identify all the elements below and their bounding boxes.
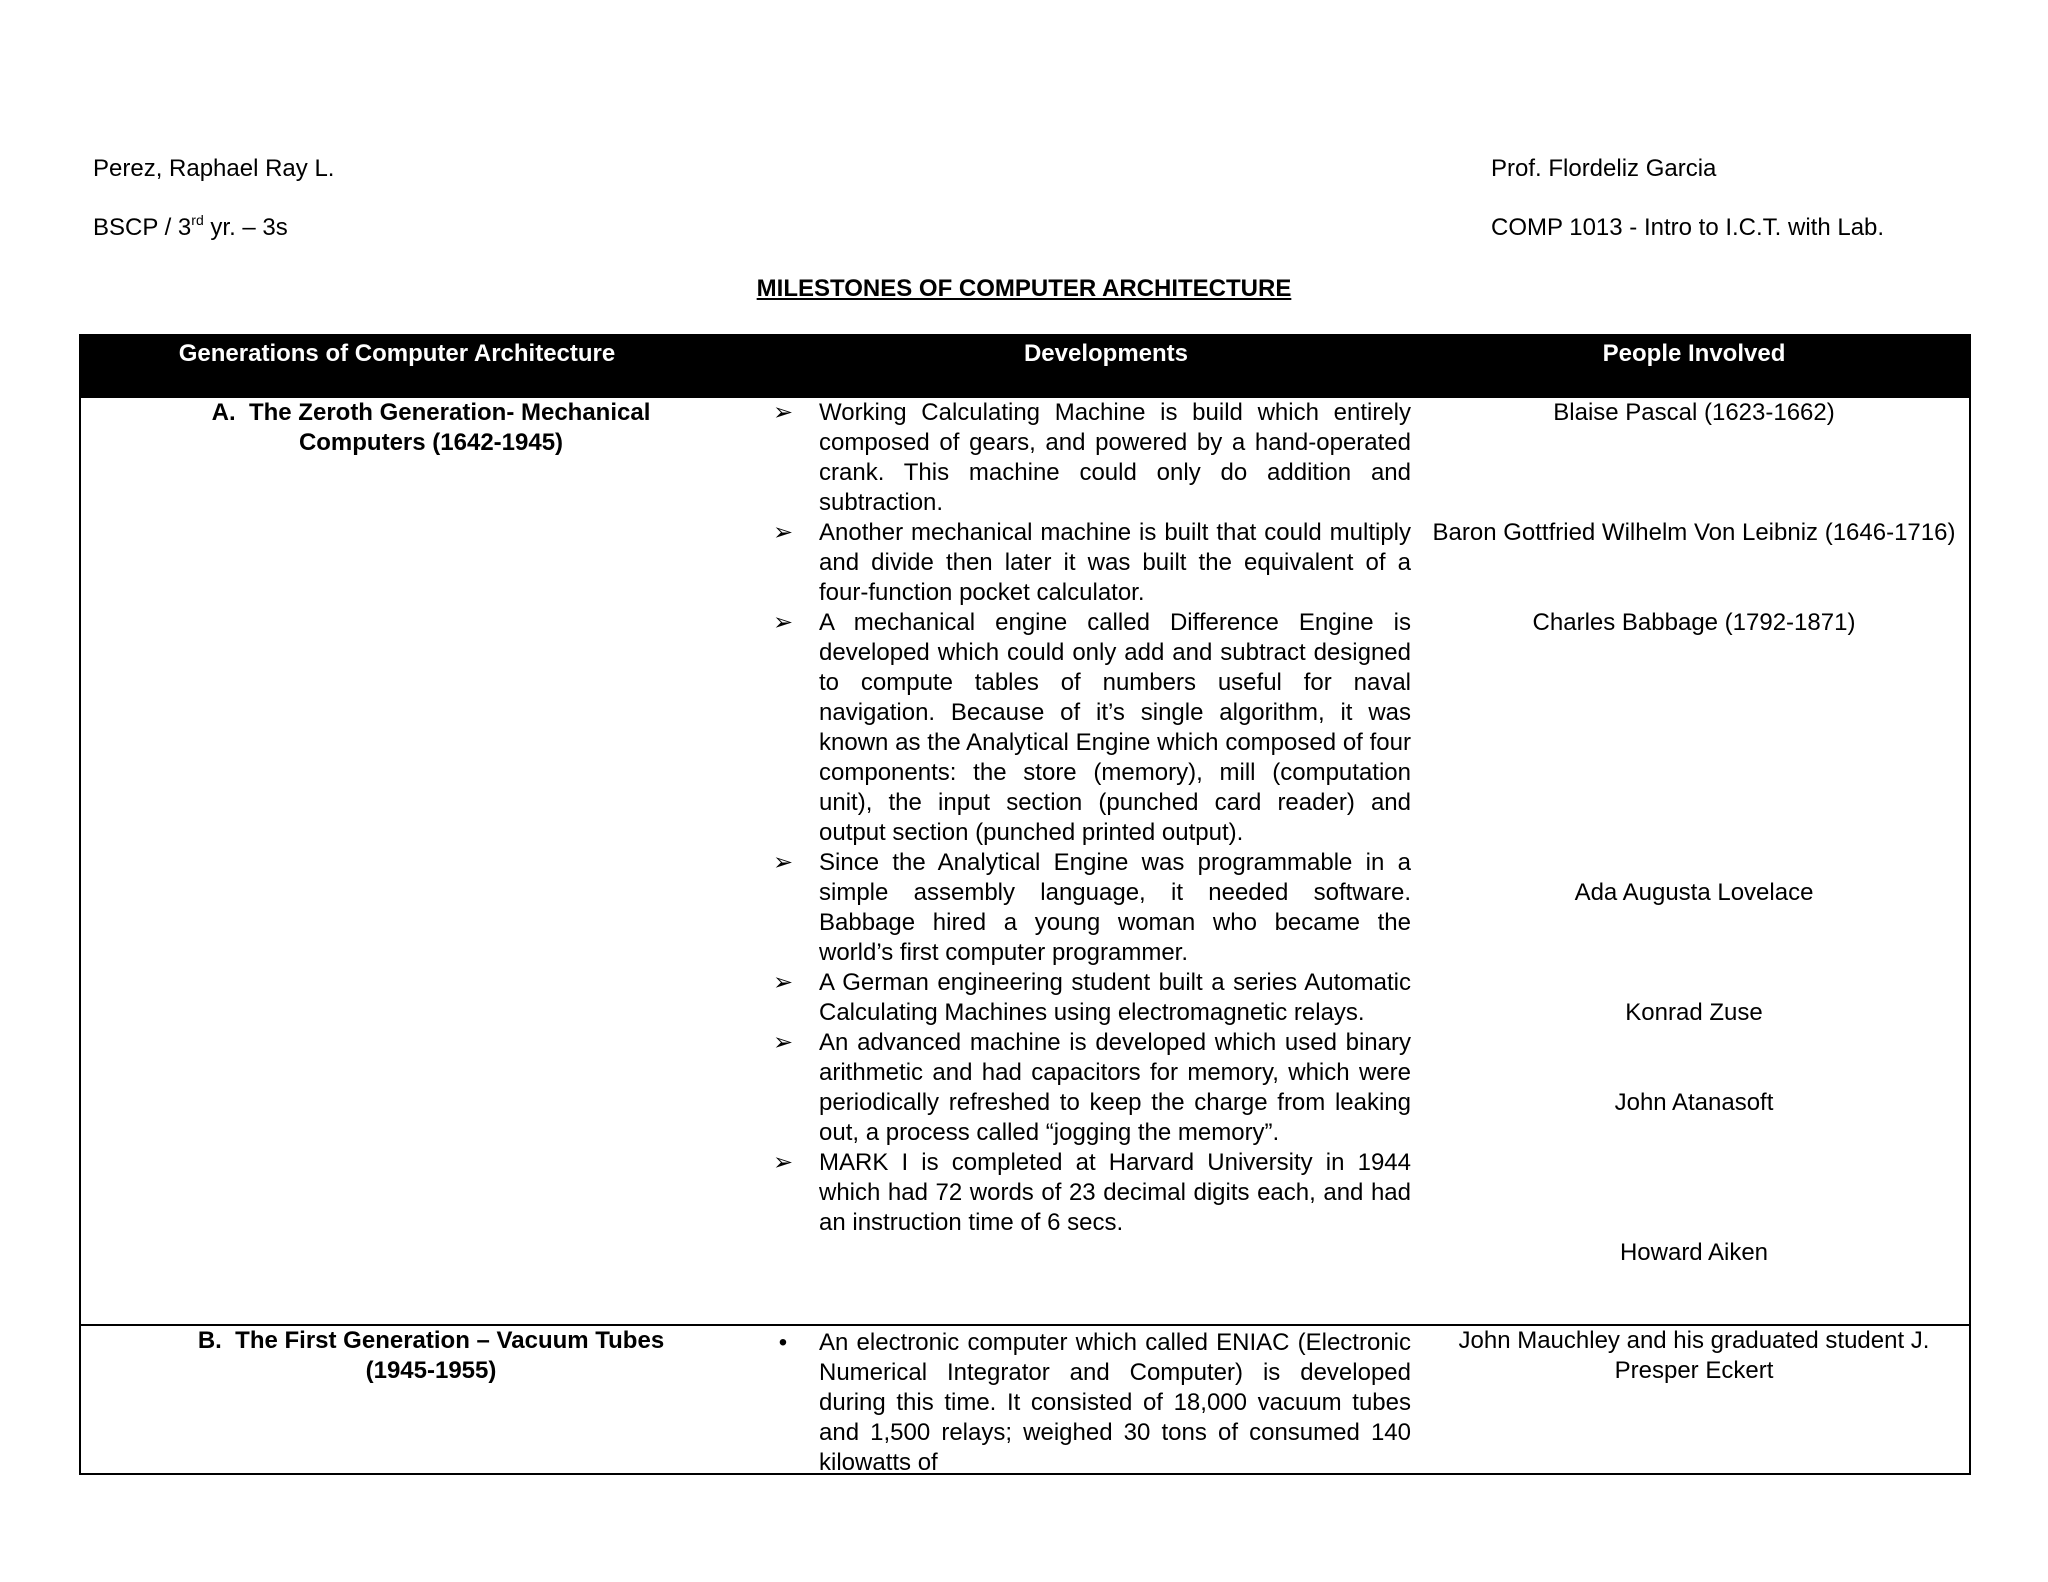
- milestones-table: [79, 334, 1971, 1475]
- person-mauchley-eckert: John Mauchley and his graduated student J. Presper Eckert: [1458, 1327, 1930, 1384]
- development-text: An electronic computer which called ENIAC (Electronic Numerical Integrator and Computer) is developed during this time. It consisted of 18,000 vacuum tubes and 1,500 relays; weighed 30 tons of consumed 140 kilowatts of: [819, 1329, 1411, 1476]
- arrow-bullet-icon: ➢: [772, 1029, 794, 1056]
- list-item: [771, 398, 1411, 518]
- development-text: An advanced machine is developed which used binary arithmetic and had capacitors for memory, which were periodically refreshed to keep the charge from leaking out, a process called “jogging the memory”.: [819, 1029, 1411, 1146]
- arrow-bullet-icon: ➢: [772, 969, 794, 996]
- course-suffix: yr. – 3s: [203, 214, 288, 241]
- development-text: Since the Analytical Engine was programmable in a simple assembly language, it needed software. Babbage hired a young woman who became the world’s first computer programmer.: [819, 849, 1411, 966]
- column-header-developments: Developments: [1023, 340, 1189, 367]
- person-atanasoft: John Atanasoft: [1614, 1089, 1774, 1116]
- generation-letter: A.: [211, 399, 236, 426]
- arrow-bullet-icon: ➢: [772, 609, 794, 636]
- arrow-bullet-icon: ➢: [772, 849, 794, 876]
- person-leibniz: Baron Gottfried Wilhelm Von Leibniz (1646-1716): [1432, 519, 1956, 546]
- development-text: A mechanical engine called Difference Engine is developed which could only add and subtract designed to compute tables of numbers useful for naval navigation. Because of it’s single algorithm, it was known as the Analytical Engine which composed of four components: the store (memory), mill (computation unit), the input section (punched card reader) and output section (punched printed output).: [819, 609, 1411, 846]
- page-title: MILESTONES OF COMPUTER ARCHITECTURE: [756, 275, 1292, 302]
- person-aiken: Howard Aiken: [1619, 1239, 1769, 1266]
- person-pascal: Blaise Pascal (1623-1662): [1553, 399, 1835, 426]
- development-text: Working Calculating Machine is build which entirely composed of gears, and powered by a hand-operated crank. This machine could only do addition and subtraction.: [819, 399, 1411, 516]
- person-babbage: Charles Babbage (1792-1871): [1532, 609, 1856, 636]
- subject-name: COMP 1013 - Intro to I.C.T. with Lab.: [1491, 214, 1885, 241]
- course-superscript: rd: [191, 212, 204, 228]
- generation-title: The Zeroth Generation- Mechanical: [248, 399, 651, 426]
- list-item: [771, 968, 1411, 1028]
- development-text: MARK I is completed at Harvard University in 1944 which had 72 words of 23 decimal digits each, and had an instruction time of 6 secs.: [819, 1149, 1411, 1236]
- course-section: [93, 214, 288, 242]
- generation-subtitle: (1945-1955): [365, 1357, 497, 1384]
- course-prefix: BSCP / 3: [93, 214, 192, 241]
- arrow-bullet-icon: ➢: [772, 1149, 794, 1176]
- generation-subtitle: Computers (1642-1945): [298, 429, 564, 456]
- column-header-people: People Involved: [1602, 340, 1786, 367]
- development-text: Another mechanical machine is built that could multiply and divide then later it was built the equivalent of a four-function pocket calculator.: [819, 519, 1411, 606]
- generation-label-a: [161, 398, 701, 458]
- arrow-bullet-icon: ➢: [772, 519, 794, 546]
- list-item: [771, 1328, 1411, 1478]
- table-header: [81, 336, 1969, 398]
- developments-list-a: [771, 398, 1411, 1238]
- developments-list-b: [771, 1328, 1411, 1478]
- professor-name: Prof. Flordeliz Garcia: [1491, 155, 1717, 182]
- development-text: A German engineering student built a series Automatic Calculating Machines using electromagnetic relays.: [819, 969, 1411, 1026]
- list-item: [771, 518, 1411, 608]
- arrow-bullet-icon: ➢: [772, 399, 794, 426]
- generation-title: The First Generation – Vacuum Tubes: [235, 1327, 665, 1354]
- person-zuse: Konrad Zuse: [1625, 999, 1763, 1026]
- column-header-generations: Generations of Computer Architecture: [178, 340, 616, 367]
- person-lovelace: Ada Augusta Lovelace: [1574, 879, 1814, 906]
- list-item: [771, 1148, 1411, 1238]
- list-item: [771, 848, 1411, 968]
- student-name: Perez, Raphael Ray L.: [93, 155, 335, 182]
- list-item: [771, 1028, 1411, 1148]
- dot-bullet-icon: •: [778, 1329, 788, 1356]
- generation-label-b: [161, 1326, 701, 1386]
- generation-letter: B.: [197, 1327, 222, 1354]
- list-item: [771, 608, 1411, 848]
